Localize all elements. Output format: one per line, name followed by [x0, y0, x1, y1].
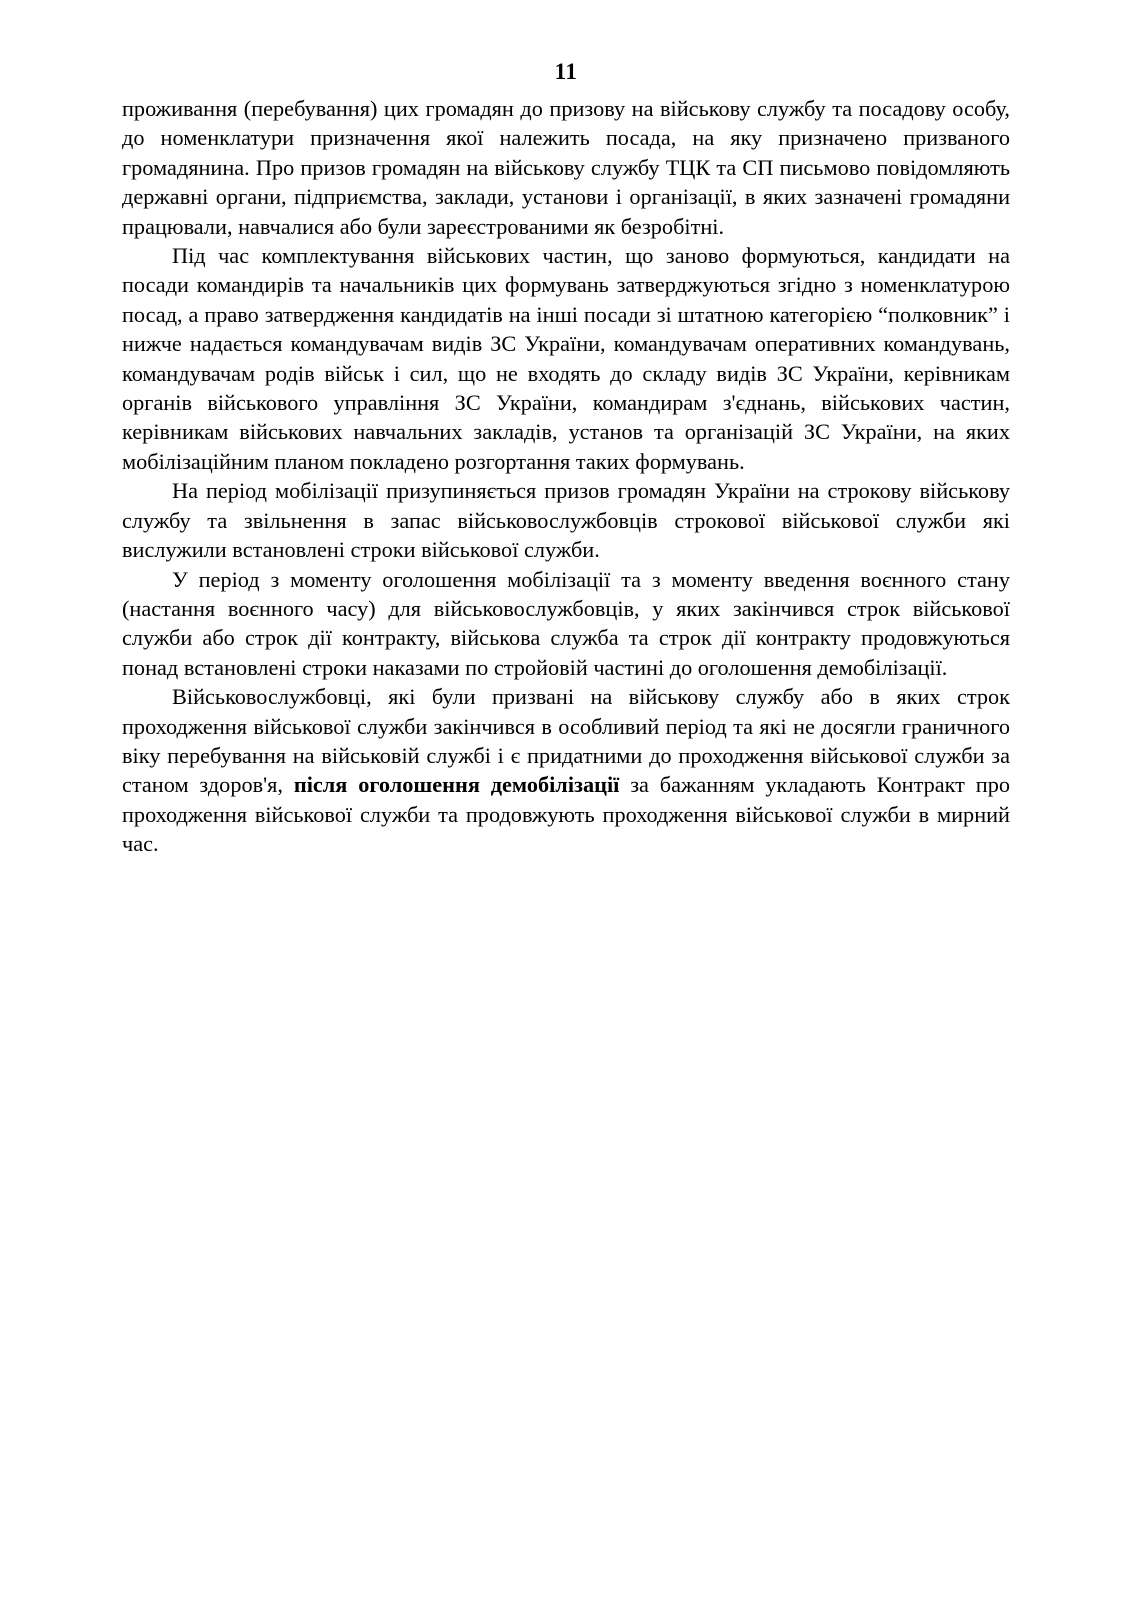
paragraph [122, 565, 1010, 683]
text-run: Військовослужбовці, які були призвані на військову службу або в яких строк проходження військової служби закінчився в особливий період та які не досягли граничного віку перебування на військовій службі і є придатними до проходження військової служби за станом здоров'я, [122, 684, 1010, 798]
paragraph [122, 476, 1010, 564]
text-run: за бажанням укладають Контракт про проходження військової служби та продовжують проходження військової служби в мирний час. [122, 772, 1010, 857]
paragraph [122, 94, 1010, 241]
text-run: У період з моменту оголошення мобілізації та з моменту введення воєнного стану (настання воєнного часу) для військовослужбовців, у яких закінчився строк військової служби або строк дії контракту, військова служба та строк дії контракту продовжуються понад встановлені строки наказами по стройовій частині до оголошення демобілізації. [122, 566, 1010, 680]
page-number: 11 [554, 59, 578, 84]
document-body [122, 94, 1010, 859]
text-run: Під час комплектування військових частин, що заново формуються, кандидати на посади командирів та начальників цих формувань затверджуються згідно з номенклатурою посад, а право затвердження кандидатів на інші посади зі штатною категорією “полковник” і нижче надається командувачам видів ЗС України, командувачам оперативних командувань, командувачам родів військ і сил, що не входять до складу видів ЗС України, керівникам органів військового управління ЗС України, командирам з'єднань, військових частин, керівникам військових навчальних закладів, установ та організацій ЗС України, на яких мобілізаційним планом покладено розгортання таких формувань. [122, 243, 1010, 474]
text-run: проживання (перебування) цих громадян до призову на військову службу та посадову особу, до номенклатури призначення якої належить посада, на яку призначено призваного громадянина. Про призов громадян на військову службу ТЦК та СП письмово повідомляють державні органи, підприємства, заклади, установи і організації, в яких зазначені громадяни працювали, навчалися або були зареєстрованими як безробітні. [122, 96, 1010, 239]
text-run: На період мобілізації призупиняється призов громадян України на строкову військову службу та звільнення в запас військовослужбовців строкової військової служби які вислужили встановлені строки військової служби. [122, 478, 1010, 563]
paragraph [122, 241, 1010, 476]
bold-text-run: після оголошення демобілізації [293, 772, 620, 798]
paragraph [122, 682, 1010, 858]
